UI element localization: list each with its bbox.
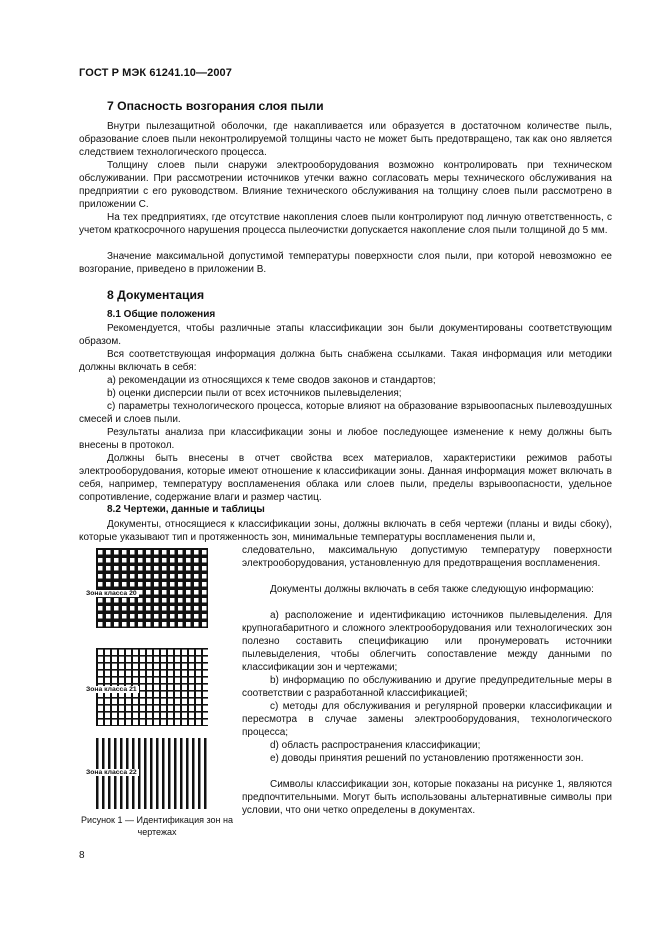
section-8-1-paragraph-3: Результаты анализа при классификации зоны и любое последующее изменение к нему должны быть внесены в протокол. [79,427,612,451]
right-column-paragraph-2: Документы должны включать в себя также следующую информацию: [270,584,594,595]
section-8-title: 8 Документация [107,288,205,302]
zone-21-label: Зона класса 21 [86,686,137,693]
zone-20-symbol [86,548,208,628]
right-column-paragraph-last: Символы классификации зон, которые показаны на рисунке 1, являются предпочтительными. Могут быть использованы альтернативные символы при условии, что они четко определены в документах. [242,779,612,816]
section-7-paragraph-2: Толщину слоев пыли снаружи электрооборудования возможно контролировать при техническом обслуживании. При рассмотрении источников утечки важно согласовать меры технического обслуживания на предприятии с его руководством. Влияние технического обслуживания на толщину слоев пыли рассмотрено в приложении С. [79,160,612,210]
section-8-1-paragraph-4: Должны быть внесены в отчет свойства всех материалов, характеристики режимов работы электрооборудования, которые имеют отношение к классификации зоны. Данная информация может включать в себя, например, температуру воспламенения облака или слоев пыли, пределы взрывоопасности, удельное сопротивление, содержание влаги и размер частиц. [79,453,612,503]
page-number: 8 [79,850,85,861]
list-item-e-reasons: e) доводы принятия решений по установлению протяженности зон. [270,753,584,764]
list-item-a-location: а) расположение и идентификацию источников пылевыделения. Для крупногабаритного и сложного электрооборудования или технологических зон полезно составить спецификацию или пронумеровать источники пылевыделения, чтобы облегчить сопоставление между данными по классификации зон и чертежами; [242,610,612,673]
figure-1-caption: Рисунок 1 — Идентификация зон на чертежах [81,815,233,837]
zone-20-label: Зона класса 20 [86,590,137,597]
subsection-8-1-title: 8.1 Общие положения [107,309,216,320]
zone-22-symbol [86,738,208,809]
right-column-paragraph-1: следовательно, максимальную допустимую температуру поверхности электрооборудования, установленную для предотвращения воспламенения. [242,545,612,569]
zone-21-symbol [86,648,208,726]
list-item-b-maintenance: b) информацию по обслуживанию и другие предупредительные меры в соответствии с разработанной классификацией; [242,675,612,699]
section-7-title: 7 Опасность возгорания слоя пыли [107,99,324,113]
section-7-paragraph-1: Внутри пылезащитной оболочки, где накапливается или образуется в достаточном количестве пыль, образование слоев пыли неконтролируемой толщины часто не может быть предотвращено, так как оно является следствием технологического процесса. [79,121,612,158]
section-8-1-paragraph-1: Рекомендуется, чтобы различные этапы классификации зон были документированы соответствующим образом. [79,323,612,347]
subsection-8-2-title: 8.2 Чертежи, данные и таблицы [107,504,265,515]
zone-20-pattern [96,548,208,628]
list-item-c-methods: c) методы для обслуживания и регулярной проверки классификации и пересмотра в случае замены электрооборудования, технологического процесса; [242,701,612,738]
section-7-paragraph-3: На тех предприятиях, где отсутствие накопления слоев пыли контролируют под личную ответственность, с учетом краткосрочного нарушения процесса пылеочистки допускается накопление слоя пыли толщиной до 5 мм. [79,212,612,236]
list-item-a: а) рекомендации из относящихся к теме сводов законов и стандартов; [107,375,436,386]
list-item-d-scope: d) область распространения классификации; [270,740,481,751]
section-8-1-paragraph-2: Вся соответствующая информация должна быть снабжена ссылками. Такая информация или методики должны включать в себя: [79,349,612,373]
section-7-paragraph-4: Значение максимальной допустимой температуры поверхности слоя пыли, при которой невозможно ее возгорание, приведено в приложении В. [79,251,612,275]
section-8-2-intro: Документы, относящиеся к классификации зоны, должны включать в себя чертежи (планы и виды сбоку), которые указывают тип и протяженность зон, минимальные температуры воспламенения пыли и, [79,519,612,543]
list-item-c: c) параметры технологического процесса, которые влияют на образование взрывоопасных пылевоздушных смесей и слоев пыли. [79,401,612,425]
zone-22-label: Зона класса 22 [86,769,137,776]
document-header: ГОСТ Р МЭК 61241.10—2007 [79,67,232,79]
list-item-b: b) оценки дисперсии пыли от всех источников пылевыделения; [107,388,402,399]
